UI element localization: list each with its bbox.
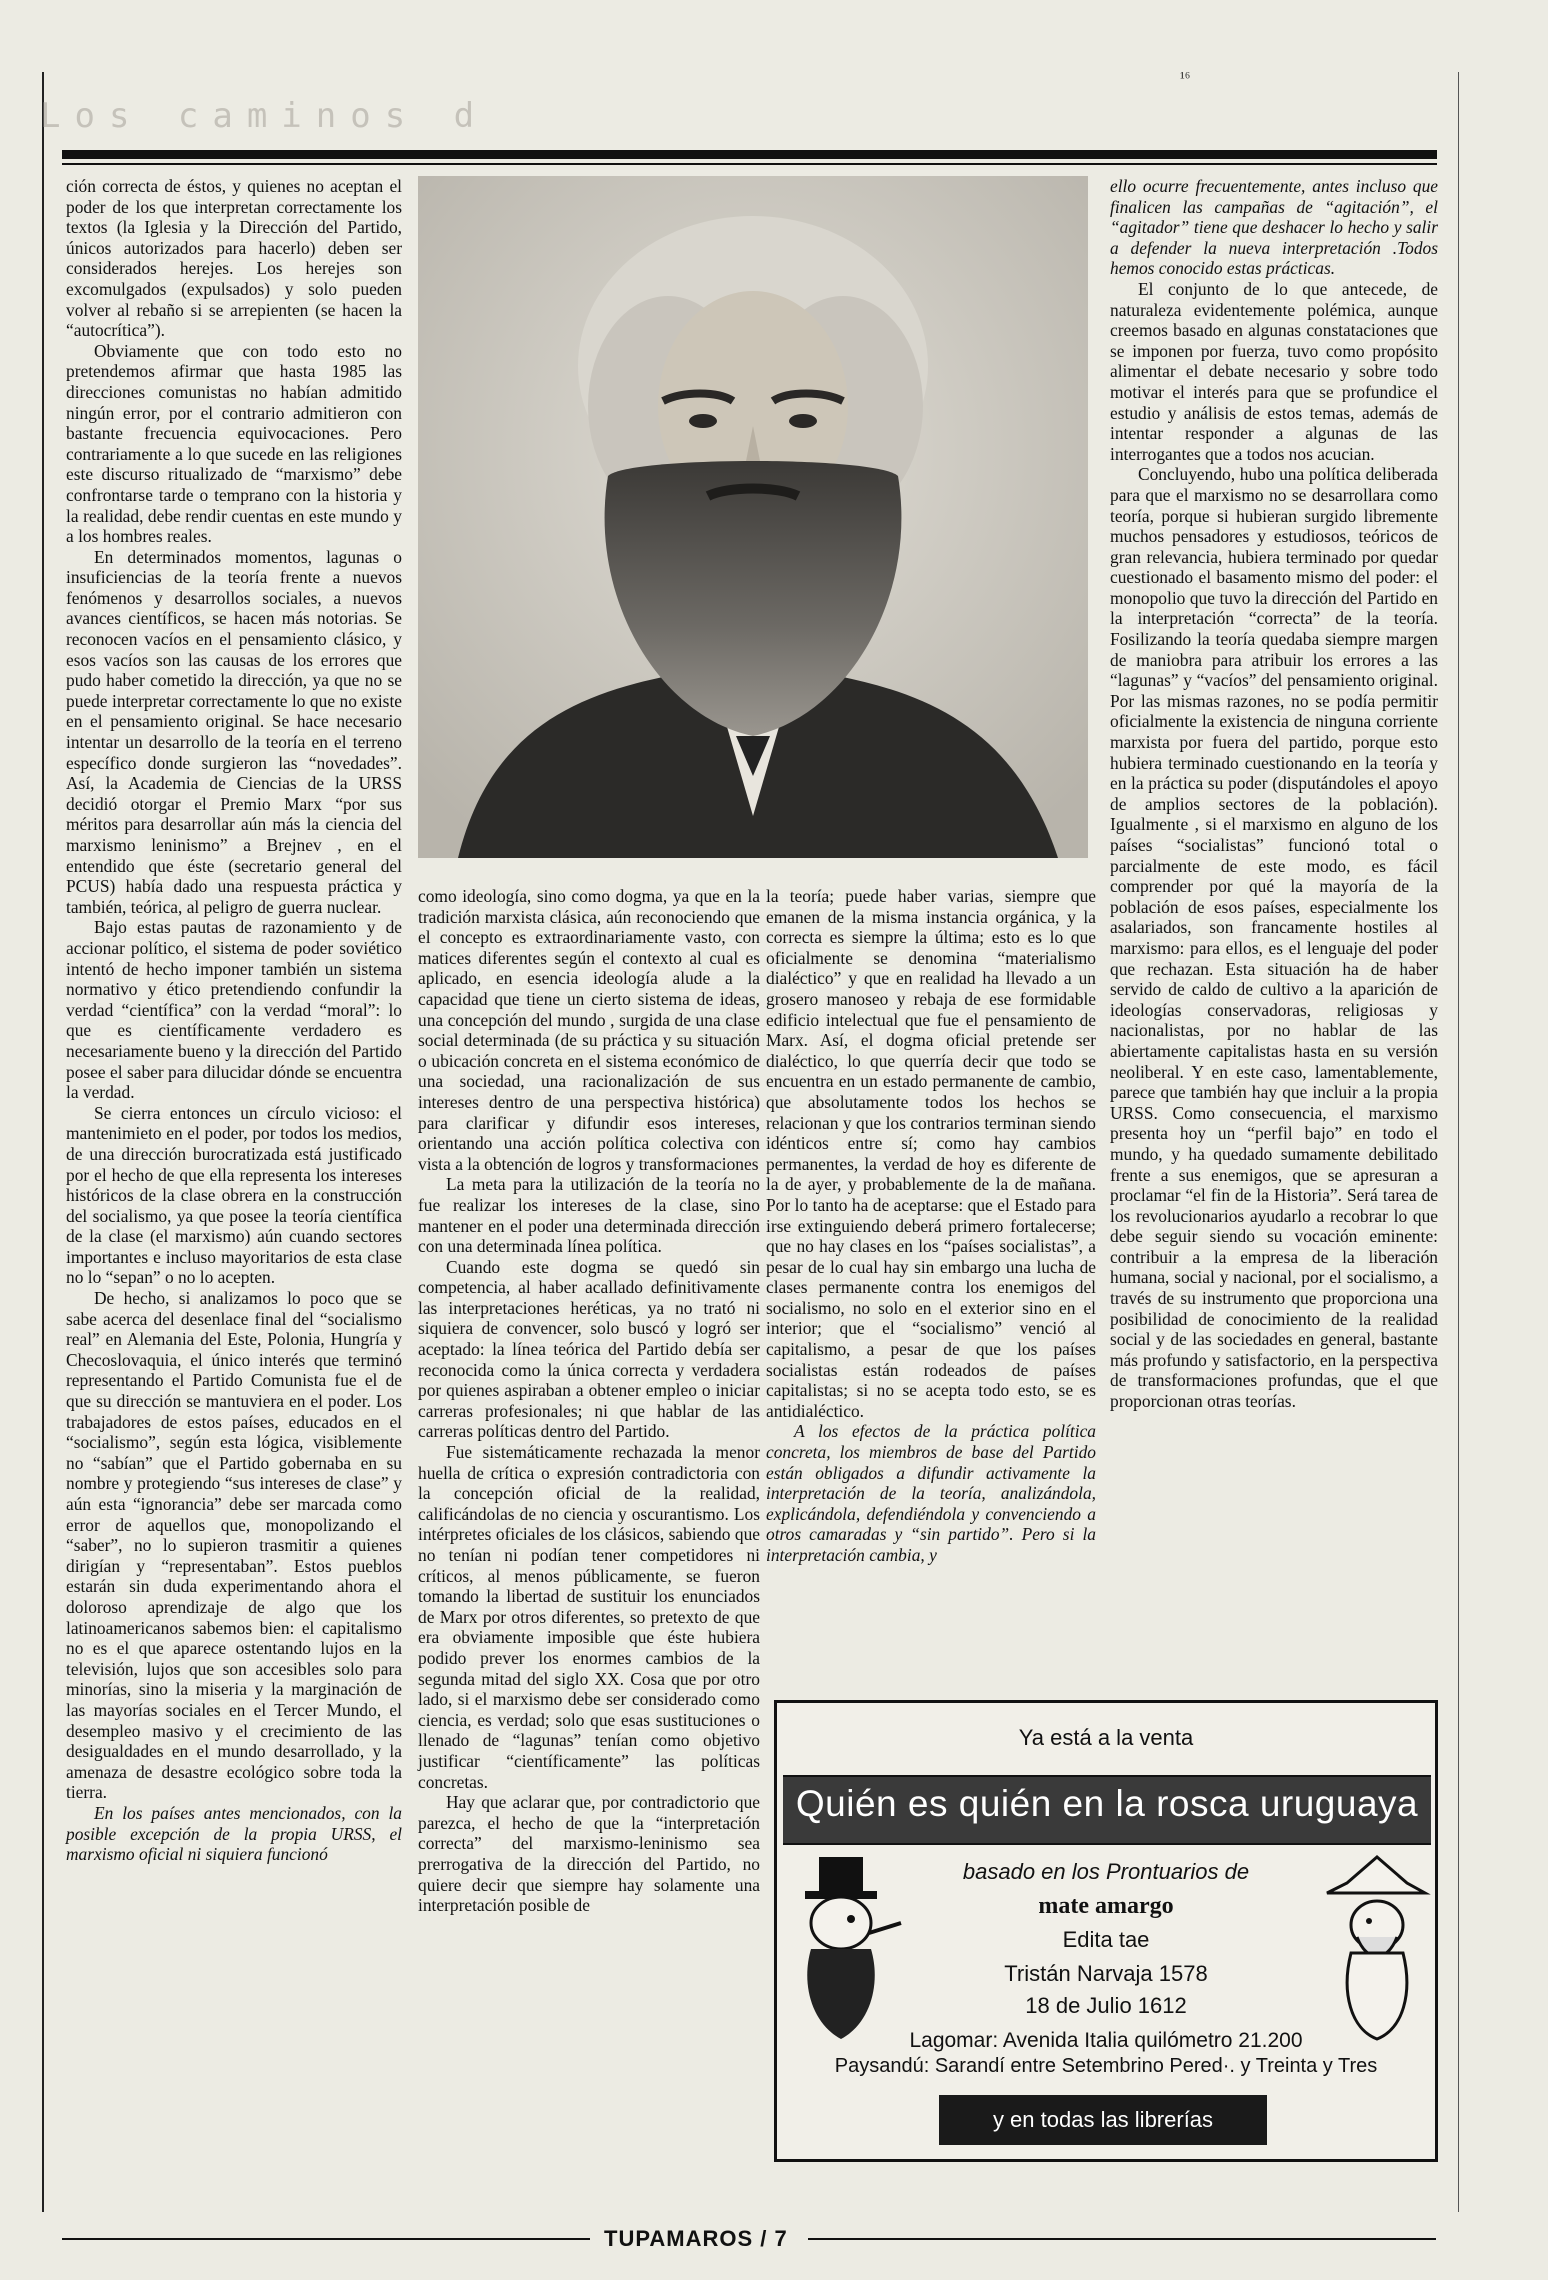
ad-publisher: Edita tae [1062, 1927, 1150, 1952]
marx-portrait-photo [418, 176, 1088, 858]
ad-address-2: 18 de Julio 1612 [1025, 1993, 1187, 2018]
bleed-through-masthead: Los caminos d [40, 96, 489, 136]
footer-rule-right [808, 2238, 1436, 2240]
paragraph: ello ocurre frecuentemente, antes incluso que finalicen las campañas de “agitación”, el “agitador” tiene que deshacer lo hecho y salir a defender la nueva interpretación .Todos hemos conocido estas prácticas. [1110, 176, 1438, 279]
article-column-3 [766, 886, 1096, 1566]
paragraph: De hecho, si analizamos lo poco que se sabe acerca del desenlace final del “socialismo real” en Alemania del Este, Polonia, Hungría y Checoslovaquia, el único interés que terminó representando el Partido Comunista fue el de que su dirección se mantuviera en el poder. Los trabajadores de estos países, educados en el “socialismo”, según esta lógica, visiblemente no “sabían” que el Partido gobernaba en su nombre y protegiendo “sus intereses de clase” y aún esta “ignorancia” debe ser marcada como error de aquellos que, monopolizando el “saber”, no lo supieron trasmitir a quienes dirigían y “representaban”. Estos pueblos estarán sin duda experimentando ahora el doloroso aprendizaje de algo que los latinoamericanos sabemos bien: el capitalismo no es el que aparece ostentando lujos en la televisión, lujos que son accesibles solo para minorías, sino la miseria y la marginación de las mayorías sociales en el Tercer Mundo, el desempleo masivo y el crecimiento de las desigualdades en el mundo desarrollado, y la amenaza de desastre ecológico sobre toda la tierra. [66, 1288, 402, 1803]
paragraph: Se cierra entonces un círculo vicioso: el mantenimieto en el poder, por todos los medios, de una dirección burocratizada está justificado por el hecho de que ella representa los intereses históricos de la clase obrera en la construcción del socialismo, ya que posee la teoría científica de la clase (el marxismo) aún cuando sectores importantes e incluso mayoritarios de esta clase no lo “sepan” o no lo acepten. [66, 1102, 402, 1288]
book-advertisement [774, 1700, 1438, 2162]
header-rule [62, 150, 1437, 159]
article-column-4 [1110, 176, 1438, 1412]
paragraph: la teoría; puede haber varias, siempre que emanen de la misma instancia orgánica, y la correcta es siempre la última; esto es lo que oficialmente se denomina “materialismo dialéctico” y que en realidad ha llevado a un grosero manoseo y rebaja de ese formidable edificio intelectual que fue el pensamiento de Marx. Así, el dogma oficial pretende ser dialéctico, lo que querría decir que todo se encuentra en un estado permanente de cambio, que absolutamente todos los hechos se relacionan y que los contrarios terminan siendo idénticos entre sí; como hay cambios permanentes, la verdad de hoy es diferente de la de ayer, y probablemente de la de mañana. Por lo tanto ha de aceptarse: que el Estado para irse extinguiendo deberá primero fortalecerse; que no hay clases en los “países socialistas”, a pesar de lo cual hay sin embargo una lucha de clases permanente contra los enemigos del socialismo, no solo en el exterior sino en el interior; que el “socialismo” venció al capitalismo, a pesar de que los países socialistas están rodeados de países capitalistas; si no se acepta todo esto, se es antidialéctico. [766, 886, 1096, 1421]
ad-address-1: Tristán Narvaja 1578 [1004, 1961, 1208, 1986]
page-footer: TUPAMAROS / 7 [604, 2226, 788, 2251]
cartoon-figure-right [1317, 1853, 1435, 2043]
paragraph: El conjunto de lo que antecede, de naturaleza evidentemente polémica, aunque creemos basado en algunas constataciones que se imponen por fuerza, tuvo como propósito alimentar el debate necesario y sobre todo motivar el interés para que se profundice el estudio y análisis de estos temas, además de intentar responder a algunas de las interrogantes que a todos nos acucian. [1110, 278, 1438, 464]
paragraph: Fue sistemáticamente rechazada la menor huella de crítica o expresión contradictoria con la concepción oficial de la realidad, calificándolas de no ciencia y oscurantismo. Los intérpretes oficiales de los clásicos, sabiendo que no tenían ni podían tener competidores ni críticos, al menos públicamente, se fueron tomando la libertad de sustituir los enunciados de Marx por otros diferentes, so pretexto de que era obviamente imposible que éste hubiera podido prever los enormes cambios de la segunda mitad del siglo XX. Cosa que por otro lado, si el marxismo debe ser considerado como ciencia, es verdad; solo que esas sustituciones o llenado de “lagunas” tenían como objetivo justificar “científicamente” las políticas concretas. [418, 1442, 760, 1792]
paragraph: A los efectos de la práctica política concreta, los miembros de base del Partido están obligados a difundir activamente la interpretación de la teoría, analizándola, explicándola, defendiéndola y convenciendo a otros camaradas y “sin partido”. Pero si la interpretación cambia, y [766, 1421, 1096, 1565]
portrait-illustration [418, 176, 1088, 858]
paragraph: Cuando este dogma se quedó sin competencia, al haber acallado definitivamente las interpretaciones heréticas, ya no trató ni siquiera de convencer, solo buscó y logró ser aceptado: la línea teórica del Partido debía ser reconocida como la única correcta y verdadera por quienes aspiraban a obtener empleo o iniciar carreras profesionales; ni que hablar de las carreras políticas dentro del Partido. [418, 1256, 760, 1442]
footer-rule-left [62, 2238, 590, 2240]
paragraph: Concluyendo, hubo una política deliberada para que el marxismo no se desarrollara como teoría, porque si hubieran surgido libremente muchos pensadores y estudiosos, teóricos de gran relevancia, hubiera terminado por quedar cuestionado el basamento mismo del poder: el monopolio que tuvo la dirección del Partido en la interpretación “correcta” de la teoría. Fosilizando la teoría quedaba siempre margen de maniobra para atribuir los errores a las “lagunas” y “vacíos” del pensamiento original. Por las mismas razones, no se podía permitir oficialmente la existencia de ninguna corriente marxista por fuera del partido, porque esto hubiera terminado cuestionando en la teoría y en la práctica su poder (disputándoles el apoyo de amplios sectores de la población). Igualmente , si el marxismo en alguno de los países “socialistas” funcionó total o parcialmente de este modo, es fácil comprender por qué la mayoría de la población de esos países, especialmente los asalariados, son francamente hostiles al marxismo: para ellos, es el lenguaje del poder que rechazan. Esta situación ha de haber servido de caldo de cultivo a la aparición de ideologías conservadoras, religiosas y nacionalistas, por no hablar de las abiertamente capitalistas hasta en su versión neoliberal. Y en este caso, lamentablemente, parece que también hay que incluir a la propia URSS. Como consecuencia, el marxismo presenta hoy un “perfil bajo” en todo el mundo, y ha quedado sumamente debilitado frente a sus enemigos, que se apresuran a proclamar “el fin de la Historia”. Será tarea de los revolucionarios ayudarlo a recobrar lo que debe seguir siendo su vocación eminente: contribuir a la empresa de la liberación humana, social y nacional, por el socialismo, a través de su instrumento que proporciona una posibilidad de conocimiento de la realidad social y de las sociedades en general, bastante más profundo y satisfactorio, en la perspectiva de transformaciones profundas, que el que proporcionan otras teorías. [1110, 464, 1438, 1412]
ad-tagline: Ya está a la venta [1018, 1725, 1194, 1750]
ad-title-banner [783, 1775, 1431, 1845]
ad-footer-box [939, 2095, 1267, 2145]
ad-based-on: basado en los Prontuarios de [962, 1859, 1250, 1884]
paragraph: En los países antes mencionados, con la posible excepción de la propia URSS, el marxismo oficial ni siquiera funcionó [66, 1802, 402, 1865]
ad-title: Quién es quién en la rosca uruguaya [795, 1783, 1419, 1824]
paragraph: En determinados momentos, lagunas o insuficiencias de la teoría frente a nuevos fenómenos y desarrollos sociales, a nuevos avances científicos, se hacen más notorias. Se reconocen vacíos en el pensamiento clásico, y esos vacíos son las causas de los errores que pudo haber cometido la dirección, ya que no se puede interpretar correctamente lo que no existe en el pensamiento original. Se hace necesario intentar un desarrollo de la teoría en el terreno específico donde surgieron las “novedades”. Así, la Academia de Ciencias de la URSS decidió otorgar el Premio Marx “por sus méritos para desarrollar aún más la ciencia del marxismo leninismo” a Brejnev , en el entendido que éste (secretario general del PCUS) había dado una respuesta práctica y también, teórica, al peligro de guerra nuclear. [66, 546, 402, 917]
ad-lagomar: Lagomar: Avenida Italia quilómetro 21.200 [909, 2029, 1303, 2052]
header-rule-thin [62, 163, 1437, 165]
paragraph: Obviamente que con todo esto no pretendemos afirmar que hasta 1985 las direcciones comunistas no habían admitido ningún error, por el contrario admitieron con bastante frecuencia equivocaciones. Pero contrariamente a lo que sucede en las religiones este discurso ritualizado de “marxismo” debe confrontarse tarde o temprano con la historia y la realidad, debe rendir cuentas en este mundo y a los hombres reales. [66, 340, 402, 547]
cartoon-figure-left [781, 1853, 921, 2043]
article-column-2 [418, 886, 760, 1916]
paragraph: Bajo estas pautas de razonamiento y de accionar político, el sistema de poder soviético intentó de hecho imponer también un sistema normativo y ético pretendiendo confundir la verdad “científica” con la verdad “moral”: lo que es científicamente verdadero es necesariamente bueno y la dirección del Partido posee el saber para dilucidar dónde se encuentra la verdad. [66, 917, 402, 1103]
ad-publication: mate amargo [1038, 1893, 1174, 1919]
paragraph: Hay que aclarar que, por contradictorio que parezca, el hecho de que la “interpretación correcta” del marxismo-leninismo sea prerrogativa de la dirección del Partido, no quiere decir que siempre hay solamente una interpretación posible de [418, 1792, 760, 1916]
corner-mark: ¹⁶ [1180, 70, 1191, 87]
article-column-1 [66, 176, 402, 1865]
paragraph: La meta para la utilización de la teoría no fue realizar los intereses de la clase, sino mantener en el poder una determinada dirección con una determinada línea política. [418, 1174, 760, 1257]
paragraph: ción correcta de éstos, y quienes no aceptan el poder de los que interpretan correctamente los textos (la Iglesia y la Dirección del Partido, únicos autorizados para hacerlo) deben ser considerados herejes. Los herejes son excomulgados (expulsados) y solo pueden volver al rebaño si se arrepienten (se hacen la “autocrítica”). [66, 176, 402, 341]
paragraph: como ideología, sino como dogma, ya que en la tradición marxista clásica, aún reconociendo que el concepto es extraordinariamente vasto, con matices diferentes según el contexto al cual es aplicado, en esencia ideología alude a la capacidad que tiene un cierto sistema de ideas, una concepción del mundo , surgida de una clase social determinada (de su práctica y su situación o ubicación concreta en el sistema económico de una sociedad, una racionalización de sus intereses dentro de una perspectiva histórica) para clarificar y difundir esos intereses, orientando una acción política colectiva con vista a la obtención de logros y transformaciones [418, 886, 760, 1174]
ad-footer-label: y en todas las librerías [992, 2107, 1214, 2132]
ad-paysandu: Paysandú: Sarandí entre Setembrino Pered·. y Treinta y Tres [834, 2055, 1378, 2077]
